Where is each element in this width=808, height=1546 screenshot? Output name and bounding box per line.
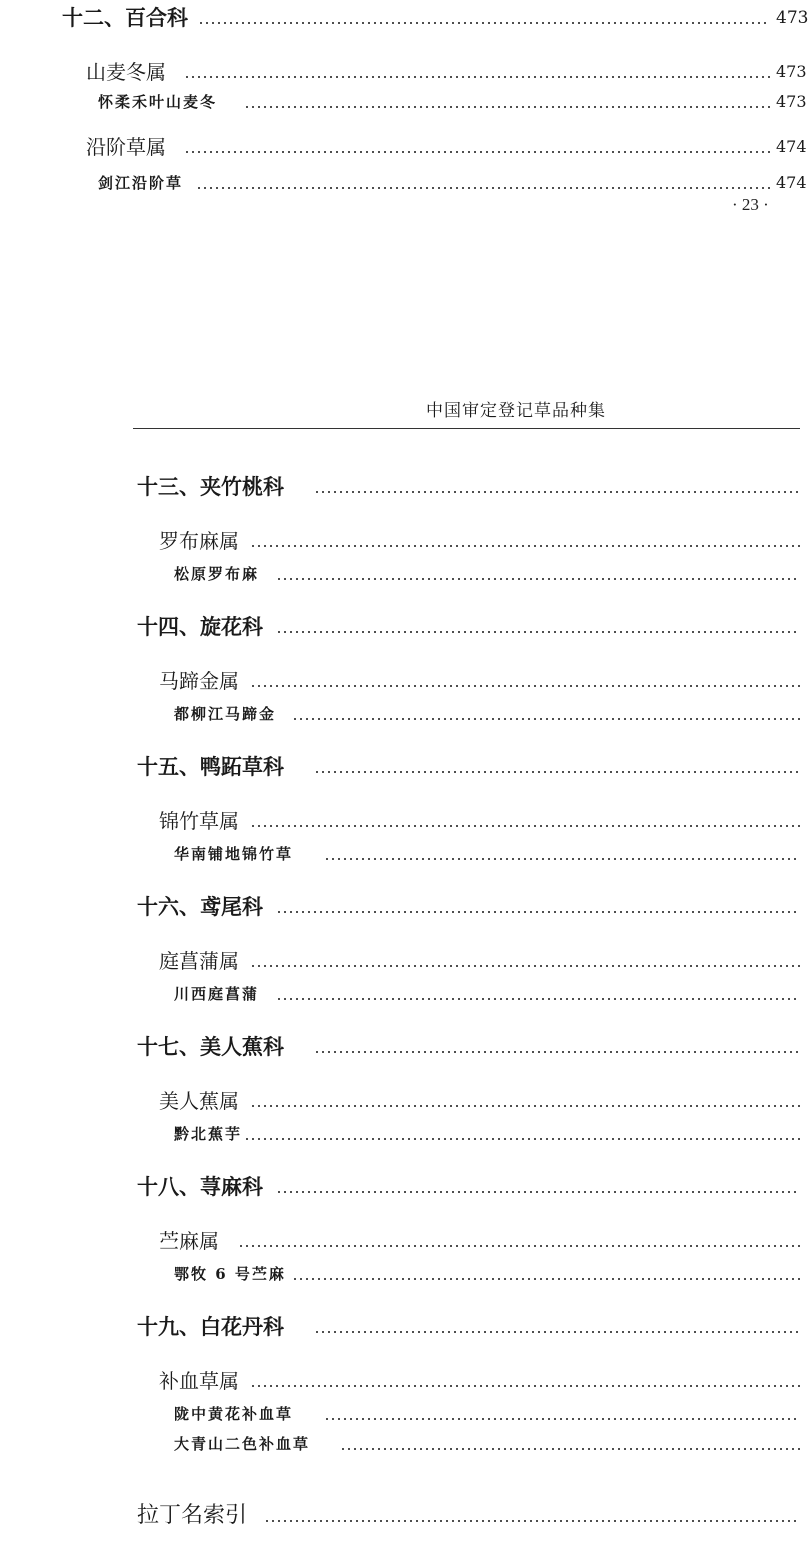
dot-leader (324, 858, 800, 860)
species-entry[interactable] (0, 1399, 800, 1429)
family-entry[interactable] (0, 3, 808, 33)
entry-title: 鄂牧 6 号苎麻 (174, 1265, 286, 1283)
species-entry[interactable] (0, 839, 800, 869)
dot-leader (276, 1191, 800, 1193)
dot-leader (276, 631, 800, 633)
dot-leader (250, 1105, 800, 1107)
dot-leader (250, 545, 800, 547)
genus-entry[interactable] (0, 57, 807, 87)
genus-entry[interactable] (0, 666, 800, 696)
dot-leader (314, 1331, 800, 1333)
entry-title: 十九、白花丹科 (137, 1315, 284, 1339)
species-entry[interactable] (0, 1119, 800, 1149)
dot-leader (324, 1418, 800, 1420)
species-entry[interactable] (0, 979, 800, 1009)
dot-leader (276, 911, 800, 913)
dot-leader (314, 771, 800, 773)
entry-title: 十二、百合科 (62, 6, 188, 30)
dot-leader (276, 578, 800, 580)
page-number: · 23 · (732, 195, 769, 214)
dot-leader (250, 1385, 800, 1387)
family-entry[interactable] (0, 1172, 800, 1202)
species-entry[interactable] (0, 1429, 800, 1459)
entry-title: 马蹄金属 (159, 669, 239, 693)
entry-title: 十五、鸭跖草科 (137, 755, 284, 779)
entry-page: 473 (776, 8, 808, 28)
entry-title: 拉丁名索引 (137, 1503, 248, 1528)
genus-entry[interactable] (0, 806, 800, 836)
entry-title: 华南铺地锦竹草 (174, 845, 294, 863)
entry-title: 十八、荨麻科 (137, 1175, 263, 1199)
dot-leader (292, 1278, 800, 1280)
dot-leader (314, 1051, 800, 1053)
entry-title: 川西庭菖蒲 (174, 985, 260, 1003)
entry-title: 黔北蕉芋 (174, 1125, 243, 1143)
genus-entry[interactable] (0, 1086, 800, 1116)
entry-title: 大青山二色补血草 (174, 1435, 311, 1453)
dot-leader (250, 965, 800, 967)
dot-leader (264, 1520, 800, 1522)
entry-title: 怀柔禾叶山麦冬 (98, 93, 218, 111)
genus-entry[interactable] (0, 1226, 800, 1256)
genus-entry[interactable] (0, 946, 800, 976)
entry-title: 补血草属 (159, 1369, 239, 1393)
species-entry[interactable] (0, 87, 807, 117)
dot-leader (292, 718, 800, 720)
family-entry[interactable] (0, 472, 800, 502)
upper-page (0, 0, 808, 240)
lower-page (0, 380, 800, 1546)
dot-leader (276, 998, 800, 1000)
entry-page: 473 (776, 92, 807, 111)
dot-leader (184, 76, 770, 78)
species-entry[interactable] (0, 1259, 800, 1289)
dot-leader (184, 151, 770, 153)
dot-leader (314, 491, 800, 493)
dot-leader (244, 106, 770, 108)
dot-leader (238, 1245, 800, 1247)
entry-title: 山麦冬属 (86, 60, 166, 84)
entry-title: 美人蕉属 (159, 1089, 239, 1113)
entry-title: 锦竹草属 (159, 809, 239, 833)
entry-title: 松原罗布麻 (174, 565, 260, 583)
species-entry[interactable] (0, 168, 807, 198)
species-entry[interactable] (0, 699, 800, 729)
entry-title: 沿阶草属 (86, 135, 166, 159)
dot-leader (244, 1138, 800, 1140)
dot-leader (198, 22, 770, 24)
entry-title: 苎麻属 (159, 1229, 219, 1253)
genus-entry[interactable] (0, 526, 800, 556)
dot-leader (250, 685, 800, 687)
family-entry[interactable] (0, 1032, 800, 1062)
running-header: 中国审定登记草品种集 (426, 401, 606, 421)
family-entry[interactable] (0, 892, 800, 922)
entry-title: 十四、旋花科 (137, 615, 263, 639)
dot-leader (196, 187, 770, 189)
entry-page: 473 (776, 62, 807, 81)
genus-entry[interactable] (0, 132, 807, 162)
entry-title: 都柳江马蹄金 (174, 705, 277, 723)
entry-title: 十七、美人蕉科 (137, 1035, 284, 1059)
genus-entry[interactable] (0, 1366, 800, 1396)
dot-leader (340, 1448, 800, 1450)
entry-title: 十三、夹竹桃科 (137, 475, 284, 499)
dot-leader (250, 825, 800, 827)
entry-title: 庭菖蒲属 (159, 949, 239, 973)
entry-title: 十六、鸢尾科 (137, 895, 263, 919)
family-entry[interactable] (0, 612, 800, 642)
entry-title: 陇中黄花补血草 (174, 1405, 294, 1423)
entry-title: 剑江沿阶草 (98, 174, 184, 192)
species-entry[interactable] (0, 559, 800, 589)
family-entry[interactable] (0, 1312, 800, 1342)
entry-title: 罗布麻属 (159, 529, 239, 553)
family-entry[interactable] (0, 752, 800, 782)
entry-page: 474 (776, 173, 807, 192)
index-entry[interactable] (0, 1501, 800, 1531)
entry-page: 474 (776, 137, 807, 156)
